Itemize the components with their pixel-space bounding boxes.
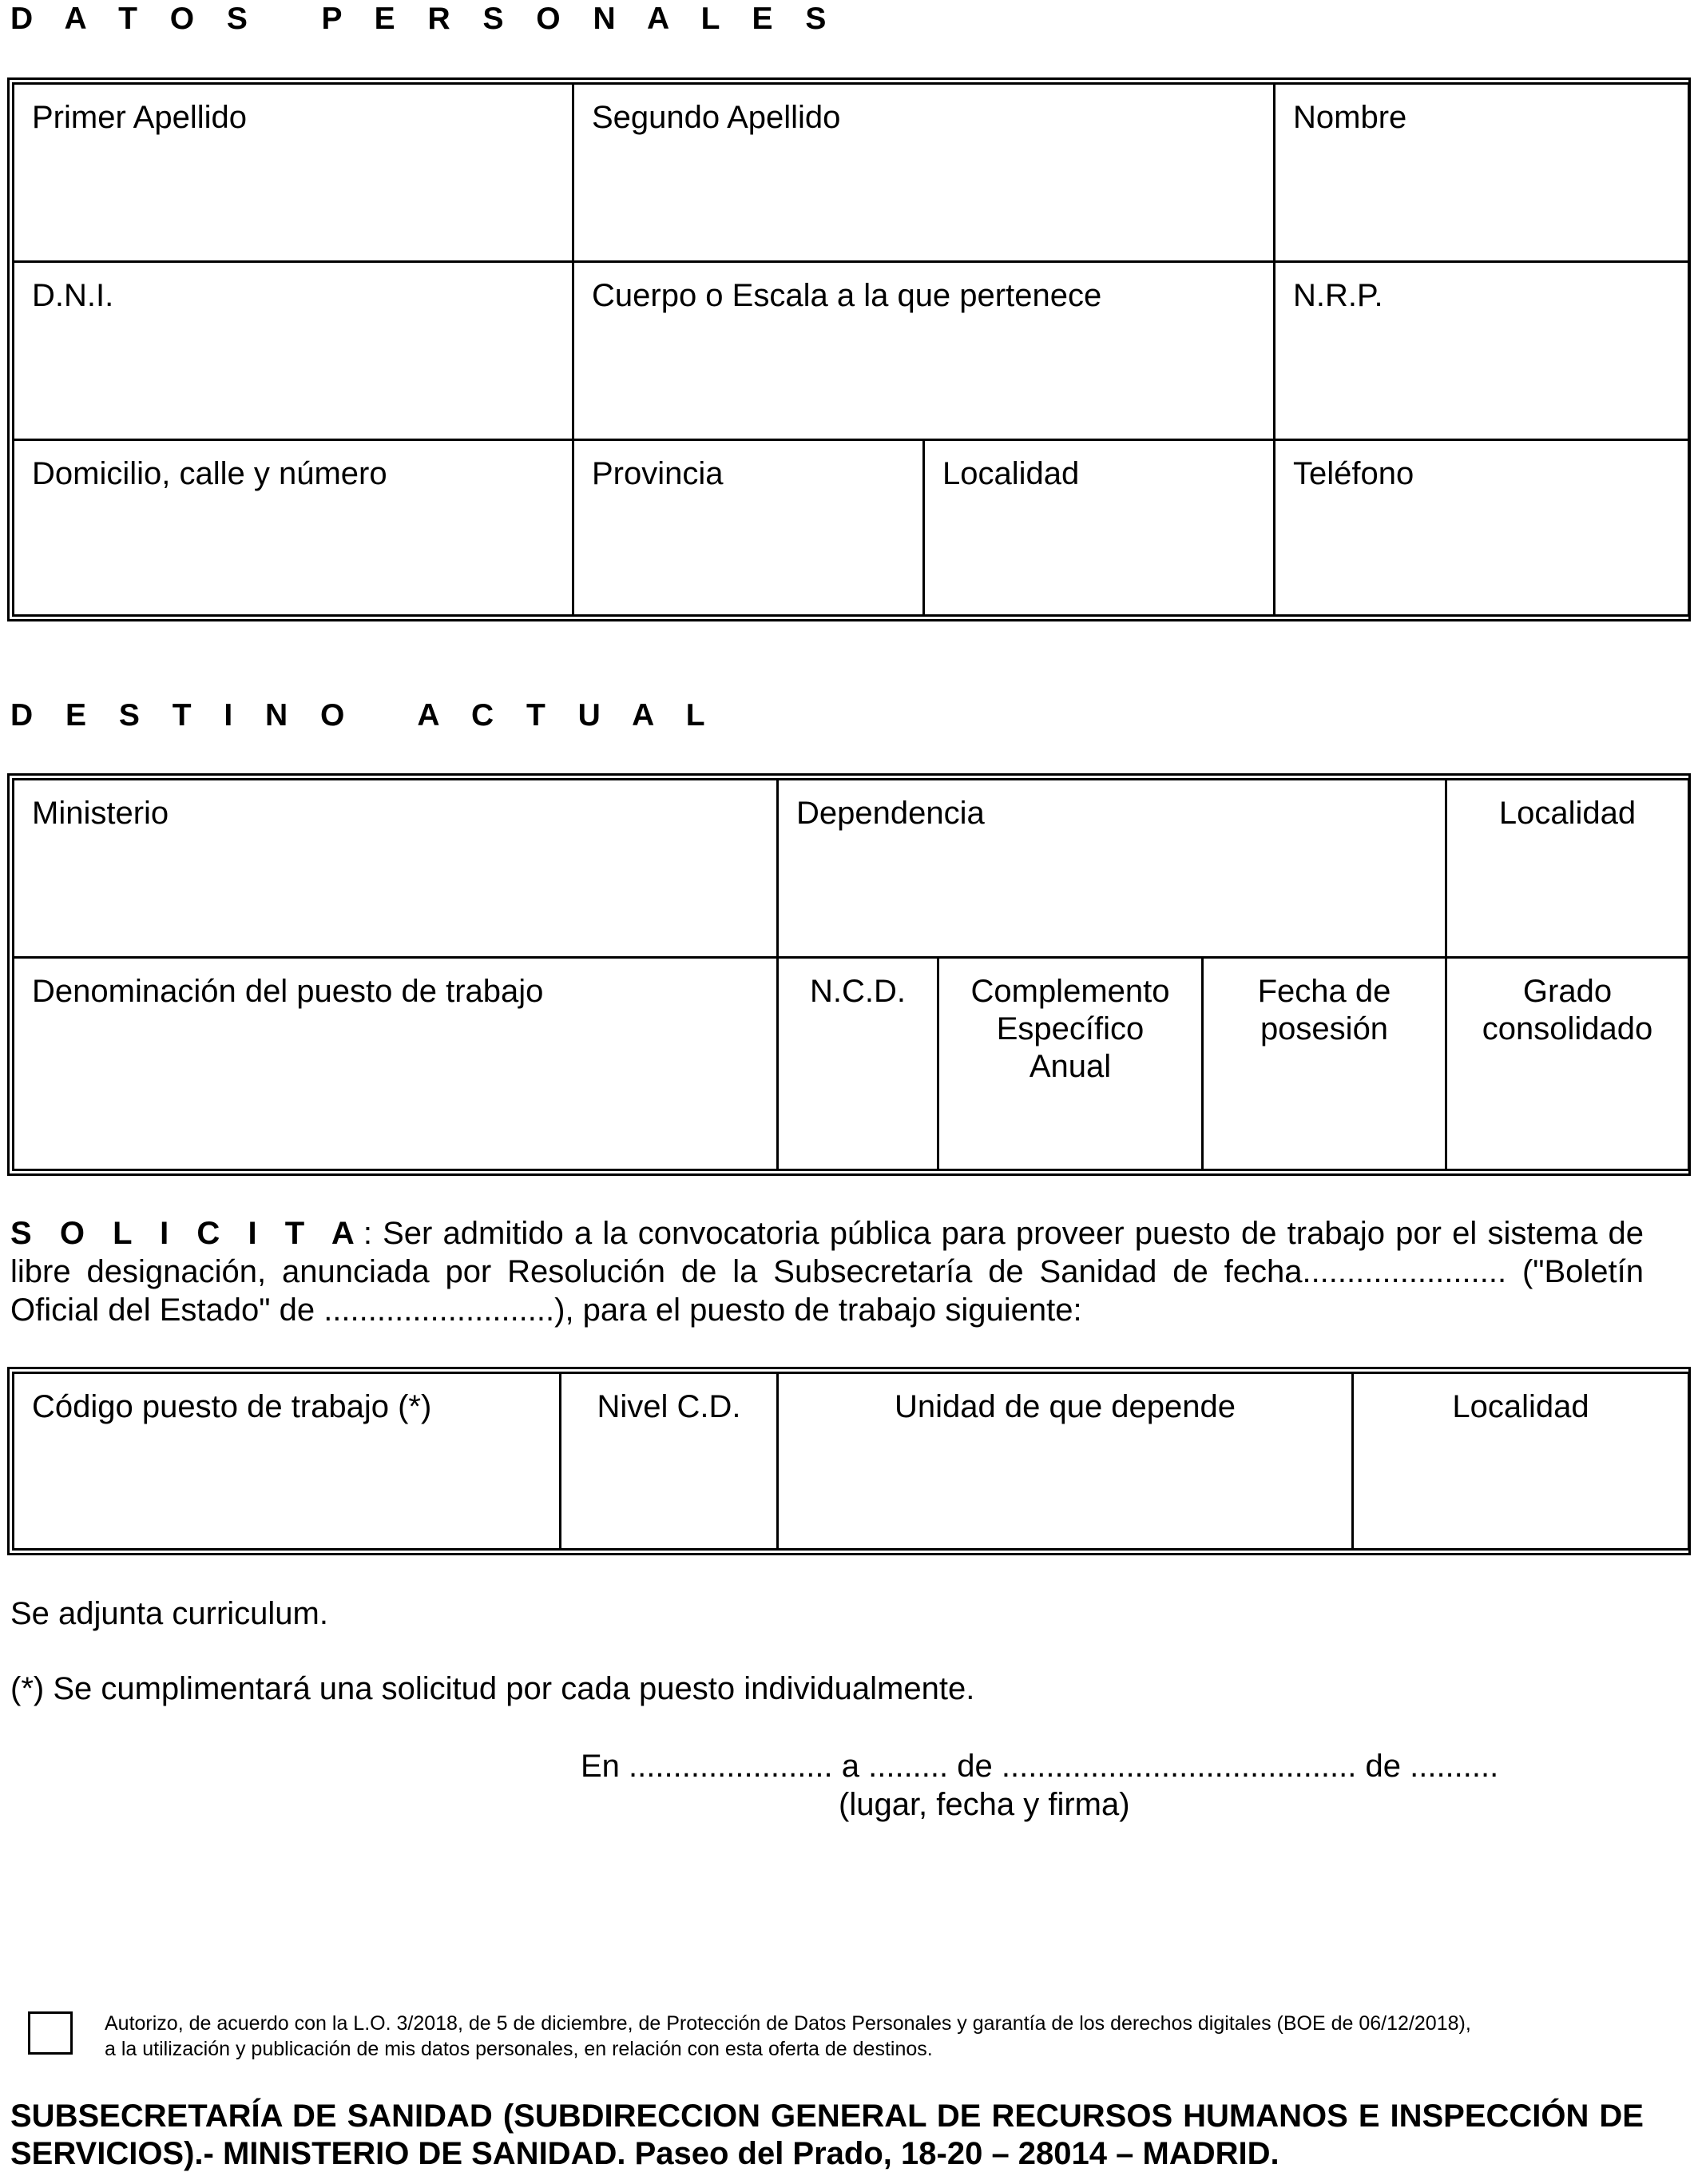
puesto-solicitado-grid	[12, 1372, 1690, 1551]
field-nombre[interactable]: Nombre	[1275, 84, 1689, 262]
solicita-label: S O L I C I T A	[10, 1216, 363, 1251]
consent-line-1: Autorizo, de acuerdo con la L.O. 3/2018, de 5 de diciembre, de Protección de Datos Personales y garantía de los derechos digitales (BOE de 06/12/2018),	[105, 2012, 1471, 2035]
solicita-paragraph	[10, 1214, 1644, 1329]
note-asterisk: (*) Se cumplimentará una solicitud por cada puesto individualmente.	[10, 1671, 975, 1706]
field-provincia[interactable]: Provincia	[573, 440, 924, 616]
puesto-solicitado-table	[7, 1367, 1691, 1555]
consent-checkbox[interactable]	[28, 2011, 73, 2055]
signature-line: En ....................... a ......... de ........................................ de ..........	[581, 1749, 1499, 1784]
section-title-destino-actual: D E S T I N O A C T U A L	[10, 698, 717, 733]
field-domicilio[interactable]: Domicilio, calle y número	[14, 440, 573, 616]
field-fecha-posesion[interactable]: Fecha de posesión	[1203, 958, 1446, 1170]
field-ncd[interactable]: N.C.D.	[778, 958, 938, 1170]
signature-caption: (lugar, fecha y firma)	[839, 1787, 1130, 1822]
solicita-text: : Ser admitido a la convocatoria pública para proveer puesto de trabajo por el sistema de libre designación, anunciada por Resolución de la Subsecretaría de Sanidad de fecha....................... ("Boletín Oficial del Estado" de ..........................), para el puesto de trabajo siguiente:	[10, 1216, 1644, 1328]
field-denominacion-puesto[interactable]: Denominación del puesto de trabajo	[14, 958, 778, 1170]
note-curriculum: Se adjunta curriculum.	[10, 1596, 328, 1631]
field-dependencia[interactable]: Dependencia	[778, 780, 1446, 958]
consent-line-2: a la utilización y publicación de mis datos personales, en relación con esta oferta de destinos.	[105, 2038, 933, 2060]
field-dni[interactable]: D.N.I.	[14, 262, 573, 440]
destino-actual-table	[7, 773, 1691, 1176]
destino-actual-grid	[12, 778, 1690, 1171]
field-grado-consolidado[interactable]: Grado consolidado	[1446, 958, 1689, 1170]
field-telefono[interactable]: Teléfono	[1275, 440, 1689, 616]
footer-address: SUBSECRETARÍA DE SANIDAD (SUBDIRECCION GENERAL DE RECURSOS HUMANOS E INSPECCIÓN DE SERVICIOS).- MINISTERIO DE SANIDAD. Paseo del Prado, 18-20 – 28014 – MADRID.	[10, 2099, 1644, 2171]
field-unidad-depende[interactable]: Unidad de que depende	[778, 1373, 1353, 1550]
field-nivel-cd[interactable]: Nivel C.D.	[561, 1373, 778, 1550]
datos-personales-grid	[12, 82, 1690, 617]
field-ministerio[interactable]: Ministerio	[14, 780, 778, 958]
field-localidad-destino[interactable]: Localidad	[1446, 780, 1689, 958]
field-codigo-puesto[interactable]: Código puesto de trabajo (*)	[14, 1373, 561, 1550]
field-localidad-personal[interactable]: Localidad	[924, 440, 1275, 616]
section-title-datos-personales: D A T O S P E R S O N A L E S	[10, 2, 839, 36]
consent-text	[105, 2011, 1646, 2062]
datos-personales-table	[7, 77, 1691, 621]
field-nrp[interactable]: N.R.P.	[1275, 262, 1689, 440]
field-segundo-apellido[interactable]: Segundo Apellido	[573, 84, 1275, 262]
field-primer-apellido[interactable]: Primer Apellido	[14, 84, 573, 262]
field-complemento-especifico[interactable]: Complemento Específico Anual	[938, 958, 1203, 1170]
field-cuerpo-escala[interactable]: Cuerpo o Escala a la que pertenece	[573, 262, 1275, 440]
field-localidad-puesto[interactable]: Localidad	[1353, 1373, 1689, 1550]
